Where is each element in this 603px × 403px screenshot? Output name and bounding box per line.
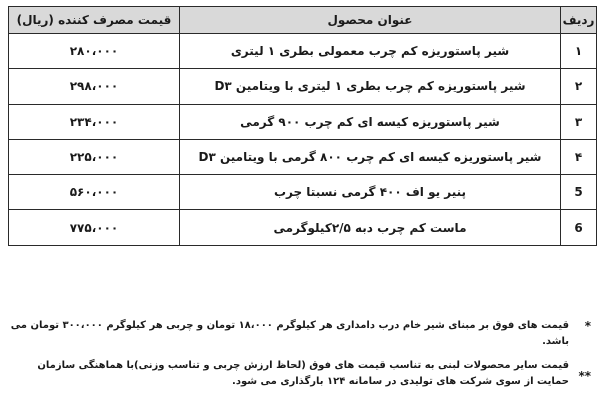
- footnotes: [8, 318, 595, 390]
- table-row: [9, 175, 597, 210]
- header-row-no: ردیف: [561, 7, 597, 34]
- table-header-row: [9, 7, 597, 34]
- product-price: ۷۷۵،۰۰۰: [9, 210, 180, 245]
- product-price: ۵۶۰،۰۰۰: [9, 175, 180, 210]
- product-title: شیر پاستوریزه کیسه ای کم چرب ۹۰۰ گرمی: [180, 104, 561, 139]
- product-title: شیر پاستوریزه کیسه ای کم چرب ۸۰۰ گرمی با ویتامین D۳: [180, 139, 561, 174]
- product-price: ۲۳۴،۰۰۰: [9, 104, 180, 139]
- product-price: ۲۹۸،۰۰۰: [9, 69, 180, 104]
- footnote-marker: *: [584, 319, 591, 333]
- table-row: [9, 104, 597, 139]
- header-consumer-price: قیمت مصرف کننده (ریال): [9, 7, 180, 34]
- row-number: ۳: [561, 104, 597, 139]
- row-number: 6: [561, 210, 597, 245]
- footnote-2: [8, 358, 595, 390]
- product-title: شیر پاستوریزه کم چرب بطری ۱ لیتری با ویتامین D۳: [180, 69, 561, 104]
- header-product-title: عنوان محصول: [180, 7, 561, 34]
- row-number: ۲: [561, 69, 597, 104]
- footnote-1: [8, 318, 595, 350]
- table-row: [9, 34, 597, 69]
- footnote-text: قیمت سایر محصولات لبنی به تناسب قیمت های فوق (لحاظ ارزش چربی و تناسب وزنی)با هماهنگی سازمان حمایت از سوی شرکت های تولیدی در سامانه ۱۲۴ بارگذاری می شود.: [37, 360, 569, 387]
- row-number: ۴: [561, 139, 597, 174]
- row-number: 5: [561, 175, 597, 210]
- product-price: ۲۸۰،۰۰۰: [9, 34, 180, 69]
- table-row: [9, 69, 597, 104]
- product-title: ماست کم چرب دبه ۲/۵کیلوگرمی: [180, 210, 561, 245]
- table-row: [9, 139, 597, 174]
- table-row: [9, 210, 597, 245]
- product-price: ۲۲۵،۰۰۰: [9, 139, 180, 174]
- footnote-text: قیمت های فوق بر مبنای شیر خام درب دامداری هر کیلوگرم ۱۸،۰۰۰ تومان و چربی هر کیلوگرم ۳۰۰،۰۰۰ تومان می باشد.: [10, 320, 569, 347]
- footnote-marker: **: [578, 369, 591, 383]
- price-table: [8, 6, 597, 246]
- row-number: ۱: [561, 34, 597, 69]
- product-title: شیر پاستوریزه کم چرب معمولی بطری ۱ لیتری: [180, 34, 561, 69]
- product-title: پنیر یو اف ۴۰۰ گرمی نسبتا چرب: [180, 175, 561, 210]
